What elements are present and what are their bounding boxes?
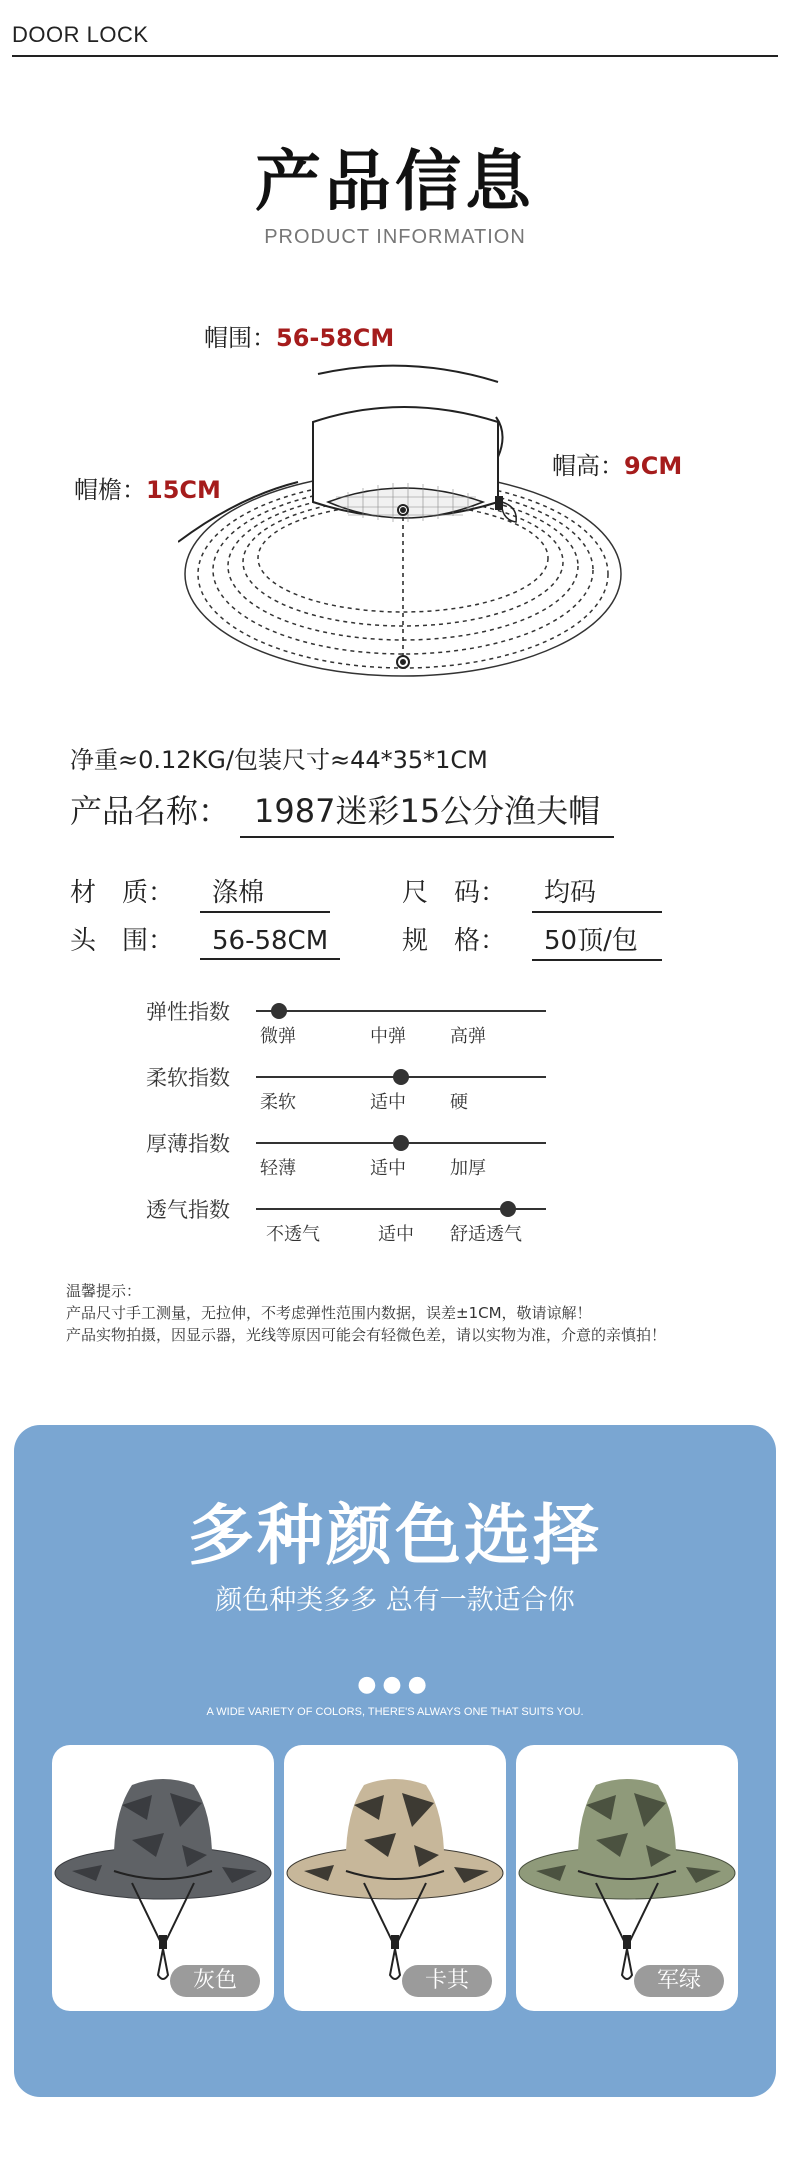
dimension-label: 帽围：: [204, 324, 276, 352]
color-card-army-green[interactable]: [516, 1745, 738, 2011]
spec-head-circumference: [70, 920, 340, 960]
spec-value: 均码: [532, 872, 662, 913]
hat-crown: [313, 407, 516, 668]
brim-arc: [178, 482, 298, 542]
index-marker: [271, 1003, 287, 1019]
color-tag: 灰色: [170, 1965, 260, 1997]
dimension-value: 56-58CM: [276, 324, 395, 352]
section-subtitle: PRODUCT INFORMATION: [264, 226, 526, 248]
spec-value: 50顶/包: [532, 920, 662, 961]
index-tick-label: 柔软: [260, 1092, 296, 1113]
dots-decoration: ●●●: [357, 1672, 433, 1697]
spec-label: 规 格：: [402, 926, 507, 956]
colors-english: A WIDE VARIETY OF COLORS, THERE'S ALWAYS ONE THAT SUITS YOU.: [206, 1706, 584, 1718]
header-divider: [12, 55, 778, 57]
index-tick-label: 高弹: [450, 1026, 486, 1047]
hat-diagram: [178, 362, 648, 692]
index-tick-label: 适中: [370, 1092, 406, 1113]
spec-value: 56-58CM: [200, 926, 340, 960]
index-label: 柔软指数: [146, 1066, 230, 1090]
index-tick-label: 舒适透气: [450, 1224, 522, 1245]
note-line: 产品实物拍摄，因显示器，光线等原因可能会有轻微色差，请以实物为准，介意的亲慎拍！: [66, 1326, 667, 1344]
index-tick-label: 微弹: [260, 1026, 296, 1047]
index-label: 弹性指数: [146, 1000, 230, 1024]
index-tick-label: 适中: [370, 1158, 406, 1179]
colors-subtitle: 颜色种类多多 总有一款适合你: [215, 1585, 575, 1616]
spec-label: 尺 码：: [402, 878, 507, 908]
spec-label: 头 围：: [70, 926, 175, 956]
product-name-value: 1987迷彩15公分渔夫帽: [240, 786, 614, 838]
index-label: 透气指数: [146, 1198, 230, 1222]
index-tick-label: 适中: [378, 1224, 414, 1245]
spec-value: 涤棉: [200, 872, 330, 913]
dimension-value: 15CM: [146, 476, 221, 504]
spec-label: 材 质：: [70, 878, 175, 908]
dimension-label: 帽檐：: [74, 476, 146, 504]
color-card-gray[interactable]: [52, 1745, 274, 2011]
index-marker: [500, 1201, 516, 1217]
color-card-khaki[interactable]: [284, 1745, 506, 2011]
section-title: 产品信息: [255, 143, 535, 220]
product-name-label: 产品名称：: [70, 792, 231, 830]
color-tag: 卡其: [402, 1965, 492, 1997]
index-tick-label: 不透气: [266, 1224, 320, 1245]
spec-size: [402, 872, 662, 913]
index-marker: [393, 1135, 409, 1151]
colors-title: 多种颜色选择: [188, 1497, 602, 1574]
index-marker: [393, 1069, 409, 1085]
index-label: 厚薄指数: [146, 1132, 230, 1156]
dimension-circumference: [204, 318, 394, 353]
brand-logo: DOOR LOCK: [12, 22, 149, 47]
circumference-arc: [318, 366, 498, 382]
spec-package: [402, 920, 662, 961]
spec-material: [70, 872, 330, 913]
index-tick-label: 中弹: [370, 1026, 406, 1047]
index-tick-label: 硬: [450, 1092, 468, 1113]
weight-size-info: 净重≈0.12KG/包装尺寸≈44*35*1CM: [70, 746, 488, 774]
dimension-value: 9CM: [624, 452, 683, 480]
note-title: 温馨提示：: [66, 1282, 142, 1300]
product-name-row: [70, 786, 614, 838]
color-tag: 军绿: [634, 1965, 724, 1997]
note-line: 产品尺寸手工测量，无拉伸，不考虑弹性范围内数据，误差±1CM，敬请谅解！: [66, 1304, 592, 1322]
index-tick-label: 轻薄: [260, 1158, 296, 1179]
index-tick-label: 加厚: [450, 1158, 486, 1179]
index-track: [256, 1010, 546, 1012]
dimension-label: 帽高：: [552, 452, 624, 480]
